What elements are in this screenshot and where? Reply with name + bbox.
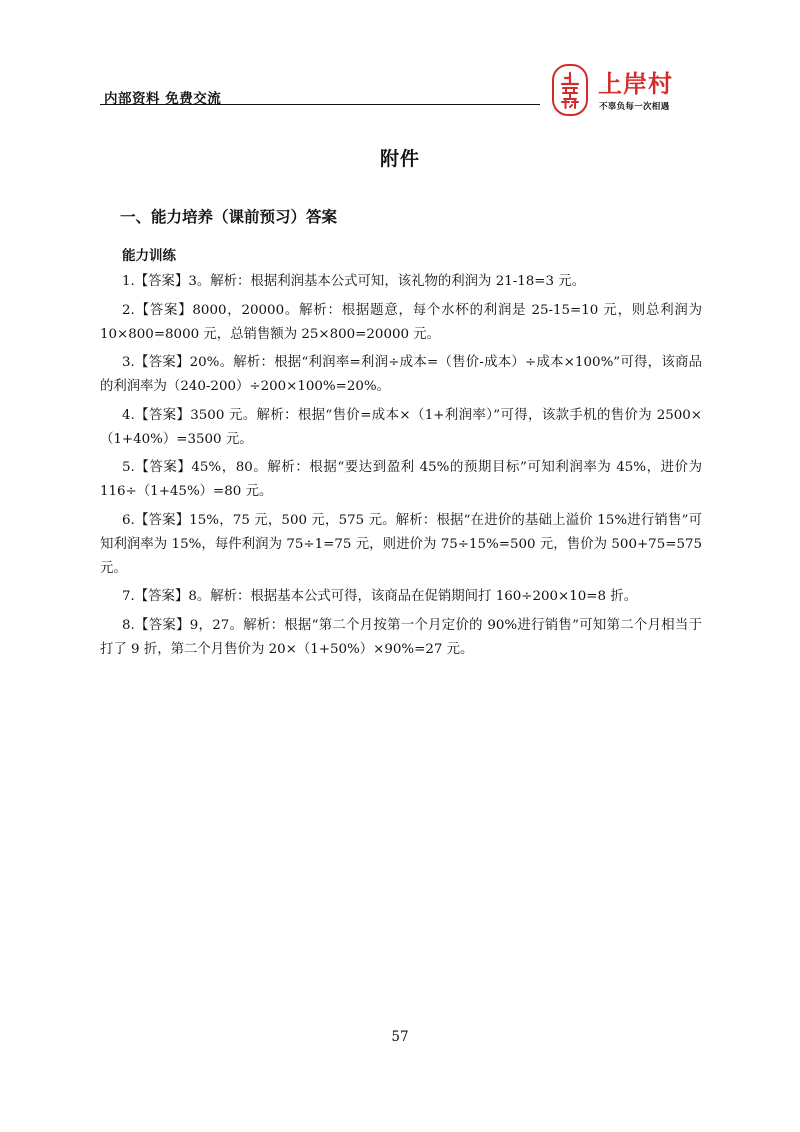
sub-heading: 能力训练	[122, 248, 176, 264]
answer-item-2: 2.【答案】8000，20000。解析：根据题意，每个水杯的利润是 25-15=10 元，则总利润为 10×800=8000 元，总销售额为 25×800=20000 元。	[100, 302, 702, 342]
answer-list	[100, 270, 702, 666]
brand-name: 上岸村	[598, 70, 673, 98]
answer-item-8: 8.【答案】9，27。解析：根据“第二个月按第一个月定价的 90%进行销售”可知第二个月相当于打了 9 折，第二个月售价为 20×（1+50%）×90%=27 元。	[100, 617, 702, 657]
brand-slogan: 不辜负每一次相遇	[599, 102, 670, 112]
answer-item-1: 1.【答案】3。解析：根据利润基本公式可知，该礼物的利润为 21-18=3 元。	[122, 274, 586, 289]
header-left-text: 内部资料 免费交流	[104, 91, 222, 107]
document-title: 附件	[379, 148, 420, 170]
answer-item-7: 7.【答案】8。解析：根据基本公式可得，该商品在促销期间打 160÷200×10=8 折。	[122, 589, 638, 604]
page-number: 57	[391, 1029, 409, 1045]
answer-item-6: 6.【答案】15%，75 元，500 元，575 元。解析：根据“在进价的基础上溢价 15%进行销售”可知利润率为 15%，每件利润为 75÷1=75 元，则进价为 75÷15%=500 元，售价为 500+75=575 元。	[100, 512, 702, 576]
answer-item-3: 3.【答案】20%。解析：根据“利润率=利润÷成本=（售价-成本）÷成本×100%”可得，该商品的利润率为（240-200）÷200×100%=20%。	[100, 355, 702, 394]
header-rule	[100, 104, 540, 105]
section-heading: 一、能力培养（课前预习）答案	[120, 208, 338, 226]
answer-item-5: 5.【答案】45%，80。解析：根据“要达到盈利 45%的预期目标”可知利润率为 45%，进价为 116÷（1+45%）=80 元。	[100, 460, 702, 499]
brand-seal-mark	[557, 69, 583, 111]
brand-seal-logo	[552, 64, 588, 116]
answer-item-4: 4.【答案】3500 元。解析：根据“售价=成本×（1+利润率）”可得，该款手机的售价为 2500×（1+40%）=3500 元。	[100, 407, 702, 447]
